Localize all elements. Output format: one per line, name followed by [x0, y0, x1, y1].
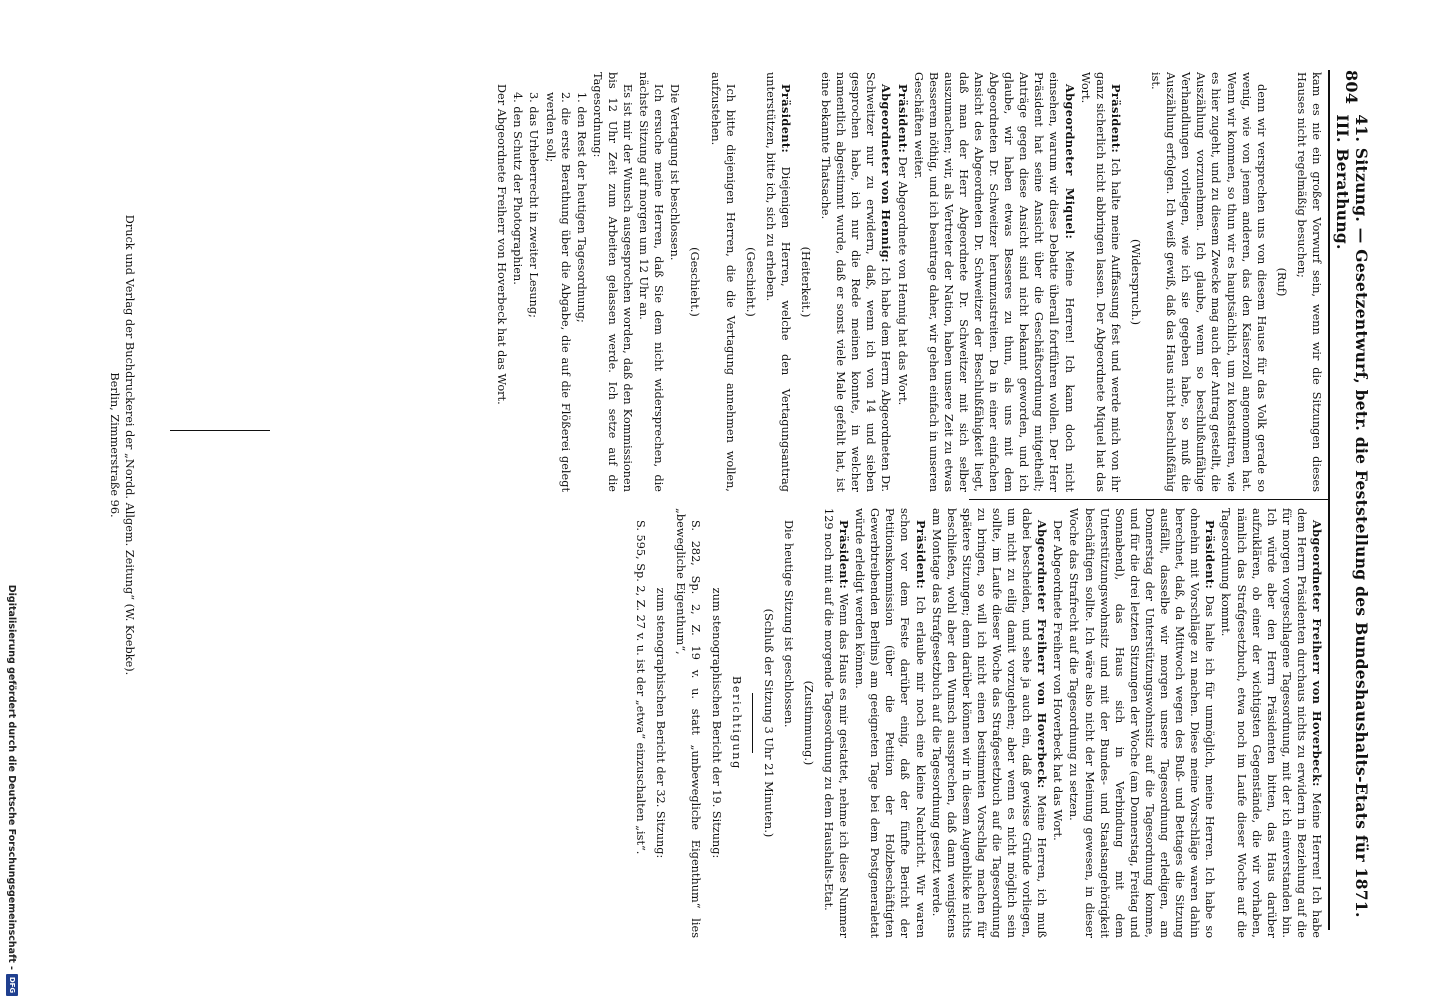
- speaker-name: Abgeordneter Freiherr von Hoverbeck:: [1310, 520, 1324, 787]
- paragraph-text: Die Vertagung ist beschlossen.: [668, 84, 682, 261]
- paragraph: [1078, 72, 1123, 492]
- erratum-line: zum stenographischen Bericht der 32. Sitzung:: [654, 587, 668, 859]
- paragraph-text: Ich ersuche meine Herren, daß Sie dem nicht widersprechen, die nächste Sitzung auf morgen um 12 Uhr an.: [637, 72, 666, 492]
- paragraph: [636, 72, 666, 492]
- paragraph-text: (Schluß der Sitzung 3 Uhr 21 Minuten.): [761, 608, 775, 838]
- imprint-line-2: Berlin, Zimmerstraße 96.: [108, 372, 121, 518]
- dfg-logo-icon: DFG: [6, 974, 18, 996]
- speaker-name: Präsident:: [837, 520, 852, 590]
- paragraph-text: (Geschieht.): [743, 247, 757, 317]
- speaker-name: Präsident:: [1108, 84, 1123, 154]
- paragraph-text: Meine Herren! Ich habe dem Herrn Präsidenten durchaus nichts zu erwidern in Beziehung auf die für morgen vorgeschlagene Tagesordnung, mit der ich einverstanden bin. Ich würde aber den Herrn Präsidenten bitten, das Haus darüber aufzuklären, ob einer der wichtigsten Gegenstände, die wir vorhaben, nämlich das Strafgesetzbuch, etwa noch im Laufe dieser Woche auf die Tagesordnung kommt.: [1219, 508, 1323, 938]
- paragraph: [894, 72, 909, 492]
- paragraph-text: 4. den Schutz der Photographien.: [511, 92, 525, 285]
- paragraph-text: (Heiterkeit.): [799, 246, 812, 318]
- paragraph-text: Wenn das Haus es mir gestattet, nehme ich diese Nummer 129 noch mit auf die morgende Tagesordnung zu dem Haushalts-Etat.: [822, 508, 851, 938]
- paragraph: [494, 72, 509, 492]
- paragraph: [821, 508, 851, 938]
- header-rule: [1328, 70, 1330, 930]
- paragraph-text: Der Abgeordnete Freiherr von Hoverbeck hat das Wort.: [1051, 520, 1065, 841]
- paragraph: [707, 72, 737, 492]
- digitization-footer: [2, 6, 22, 996]
- erratum-subtitle: zum stenographischen Bericht der 19. Sitzung:: [709, 587, 723, 859]
- paragraph: [667, 72, 682, 492]
- paragraph-text: Ich halte meine Auffassung fest und werde mich von ihr ganz sicherlich nicht abbringen lassen. Der Abgeordnete Miquel hat das Wort.: [1078, 72, 1122, 492]
- paragraph-text: 3. das Urheberrecht in zweiter Lesung;: [527, 92, 541, 318]
- paragraph: [574, 72, 589, 492]
- imprint: [107, 100, 137, 790]
- paragraph-text: Ich habe dem Herrn Abgeordneten Dr. Schweitzer nur zu erwidern, daß, wenn ich von 14 und sieben gesprochen habe, ich nur die Rede meinen konnte, in welcher namentlich abgestimmt wurde, daß er sonst viele Male gefehlt hat, ist eine bekannte Thatsache.: [819, 72, 893, 492]
- erratum-line: S. 282, Sp. 2, Z. 19 v. u. statt „unbewegliche Eigenthum“ lies „bewegliche Eigenthum“,: [674, 508, 703, 938]
- imprint-line-1: Druck und Verlag der Buchdruckerei der „Nordd. Allgem. Zeitung“ (W. Koebke).: [123, 214, 136, 676]
- speaker-name: Präsident:: [895, 84, 910, 154]
- page-header: [1332, 70, 1372, 930]
- paragraph: [1066, 508, 1217, 938]
- paragraph: [929, 508, 1050, 938]
- paragraph: [1050, 508, 1065, 938]
- page-number: 804: [1342, 70, 1362, 105]
- speaker-name: Abgeordneter Miquel:: [1062, 84, 1077, 240]
- stage-direction: [798, 72, 813, 492]
- paragraph-text: Der Abgeordnete Freiherr von Hoverbeck hat das Wort.: [495, 84, 509, 405]
- stage-direction: [687, 72, 702, 492]
- stage-direction: [801, 508, 816, 938]
- section-rule: [752, 693, 753, 753]
- paragraph-text: Die heutige Sitzung ist geschlossen.: [781, 520, 795, 728]
- stage-direction: [761, 508, 776, 938]
- paragraph-text: Meine Herren! Ich kann doch nicht einsehen, warum wir diese Debatte überall fortführen wollen. Der Herr Präsident hat seine Ansicht über die Geschäftsordnung mitgetheilt; Anträge gegen diese Ansicht sind nicht bekannt geworden, und ich glaube, wir haben etwas Besseres zu thun, als uns mit dem Abgeordneten Dr. Schweitzer herumzustreiten. Da in einer einfachen Ansicht des Abgeordneten Dr. Schweitzer der Beschlußfähigkeit liegt, daß man der Herr Abgeordnete Dr. Schweitzer mit sich selber auszumachen; wir, als Vertreter der Nation, haben unsere Zeit zu etwas Besserem nöthig, und ich beantrage daher, wir gehen einfach in unseren Geschäften weiter.: [911, 72, 1076, 493]
- paragraph: [852, 508, 927, 938]
- left-column: [493, 72, 1324, 492]
- paragraph-text: 2. die erste Berathung über die Abgabe, die auf die Flößerei gelegt werden soll;: [543, 92, 572, 492]
- erratum-heading: Berichtigung: [729, 676, 743, 770]
- paragraph: [781, 508, 796, 938]
- column-divider: [969, 499, 1329, 500]
- paragraph: [1294, 72, 1324, 492]
- speaker-name: Präsident:: [913, 520, 928, 590]
- page-title: 41. Sitzung. — Gesetzentwurf, betr. die Feststellung des Bundeshaushalts-Etats für 1871. III. Berathung.: [1333, 114, 1371, 918]
- paragraph: [526, 72, 541, 492]
- stage-direction: [1274, 72, 1289, 492]
- paragraph-text: Es ist mir der Wunsch ausgesprochen worden, daß den Kommissionen bis 12 Uhr Zeit zum Arbeiten gelassen werde. Ich setze auf die Tagesordnung:: [590, 72, 635, 492]
- paragraph-text: Diejenigen Herren, welche den Vertagungsantrag unterstützen, bitte ich, sich zu erheben.: [763, 72, 792, 492]
- paragraph: [1218, 508, 1324, 938]
- footer-text: Digitalisierung gefördert durch die Deutsche Forschungsgemeinschaft -: [6, 584, 18, 970]
- paragraph-text: Ich erlaube mir noch eine kleine Nachricht. Wir waren schon vor dem Feste darüber einig, daß der fünfte Bericht der Petitionskommission (über die Petition der Holzbeschäftigten Gewerbtreibenden Berlins) am geeigneten Tage bei dem Postgeneraletat würde erledigt werden können.: [853, 508, 927, 938]
- speaker-name: Präsident:: [778, 84, 793, 154]
- paragraph: [911, 72, 1077, 492]
- stage-direction: [1128, 72, 1143, 492]
- right-column: [632, 508, 1324, 938]
- paragraph-text: Meine Herren, ich muß dabei bescheiden, und sehe ja auch ein, daß gewisse Gründe vorliegen, um nicht zu eilig damit vorzugehen; aber wenn es nicht möglich sein sollte, im Laufe dieser Woche das Strafgesetzbuch auf die Tagesordnung zu bringen, so will ich nicht einen bestimmten Vorschlag machen für spätere Sitzungen; denn darüber können wir in diesem Augenblicke nichts beschließen, wohl aber den Wunsch aussprechen, daß dann wenigstens am Montage das Strafgesetzbuch auf die Tagesordnung gesetzt werde.: [929, 508, 1049, 938]
- paragraph: [590, 72, 635, 492]
- paragraph-text: denn wir versprechen uns von diesem Hause für das Volk gerade so wenig, wie von jenem anderen, das den Kaiserzoll angenommen hat. Wenn wir kommen, so thun wir es hauptsächlich, um zu konstatiren, wie es hier zugeht, und zu diesem Zwecke mag auch der Antrag gestellt, die Auszählung vorzunehmen. Ich glaube, wenn so beschlußunfähige Verhandlungen vorliegen, wie ich sie gegeben habe, so muß die Auszählung erfolgen. Ich weiß gewiß, daß das Haus nicht beschlußfähig ist.: [1149, 72, 1268, 492]
- paragraph: [543, 72, 573, 492]
- paragraph-text: kam es nie ein großer Vorwurf sein, wenn wir die Sitzungen dieses Hauses nicht regelmäßig besuchen;: [1294, 72, 1323, 492]
- paragraph-text: (Zustimmung.): [801, 680, 815, 766]
- paragraph-text: Der Abgeordnete von Hennig hat das Wort.: [895, 153, 909, 406]
- paragraph-text: Ich bitte diejenigen Herren, die die Vertagung annehmen wollen, aufzustehen.: [708, 72, 737, 492]
- paragraph-text: (Geschieht.): [688, 247, 702, 317]
- paragraph-text: 1. den Rest der heutigen Tagesordnung;: [574, 92, 588, 323]
- paragraph-text: (Ruf): [1274, 267, 1288, 297]
- paragraph: [818, 72, 893, 492]
- stage-direction: [743, 72, 758, 492]
- erratum-line: S. 595, Sp. 2, Z. 27 v. u. ist der „etwa“ einzuschalten „ist“.: [634, 520, 648, 855]
- paragraph: [510, 72, 525, 492]
- speaker-name: Präsident:: [1203, 520, 1218, 590]
- paragraph: [763, 72, 793, 492]
- paragraph: [1148, 72, 1269, 492]
- margin-line: [170, 430, 270, 431]
- paragraph-text: Das halte ich für unmöglich, meine Herren. Ich habe so ohnehin mit Vorschläge zu machen. Diese meine Vorschläge waren dahin berechnet, daß, da Mittwoch wegen des Buß- und Bettages die Sitzung ausfällt, dasselbe wir morgen unsere Tagesordnung erledigen, am Donnerstag der Unterstützungswohnsitz auf die Tagesordnung komme, und für die drei letzten Sitzungen der Woche (am Donnerstag, Freitag und Sonnabend), das Haus sich in Verbindung mit dem Unterstützungswohnsitz und mit der Bundes- und Staatsangehörigkeit beschäftigen sollte. Ich wäre also nicht der Meinung gewesen, in dieser Woche das Strafrecht auf die Tagesordnung zu setzen.: [1067, 508, 1217, 938]
- paragraph-text: (Widerspruch.): [1128, 238, 1142, 326]
- speaker-name: Abgeordneter von Hennig:: [879, 84, 894, 263]
- speaker-name: Abgeordneter Freiherr von Hoverbeck:: [1035, 520, 1050, 789]
